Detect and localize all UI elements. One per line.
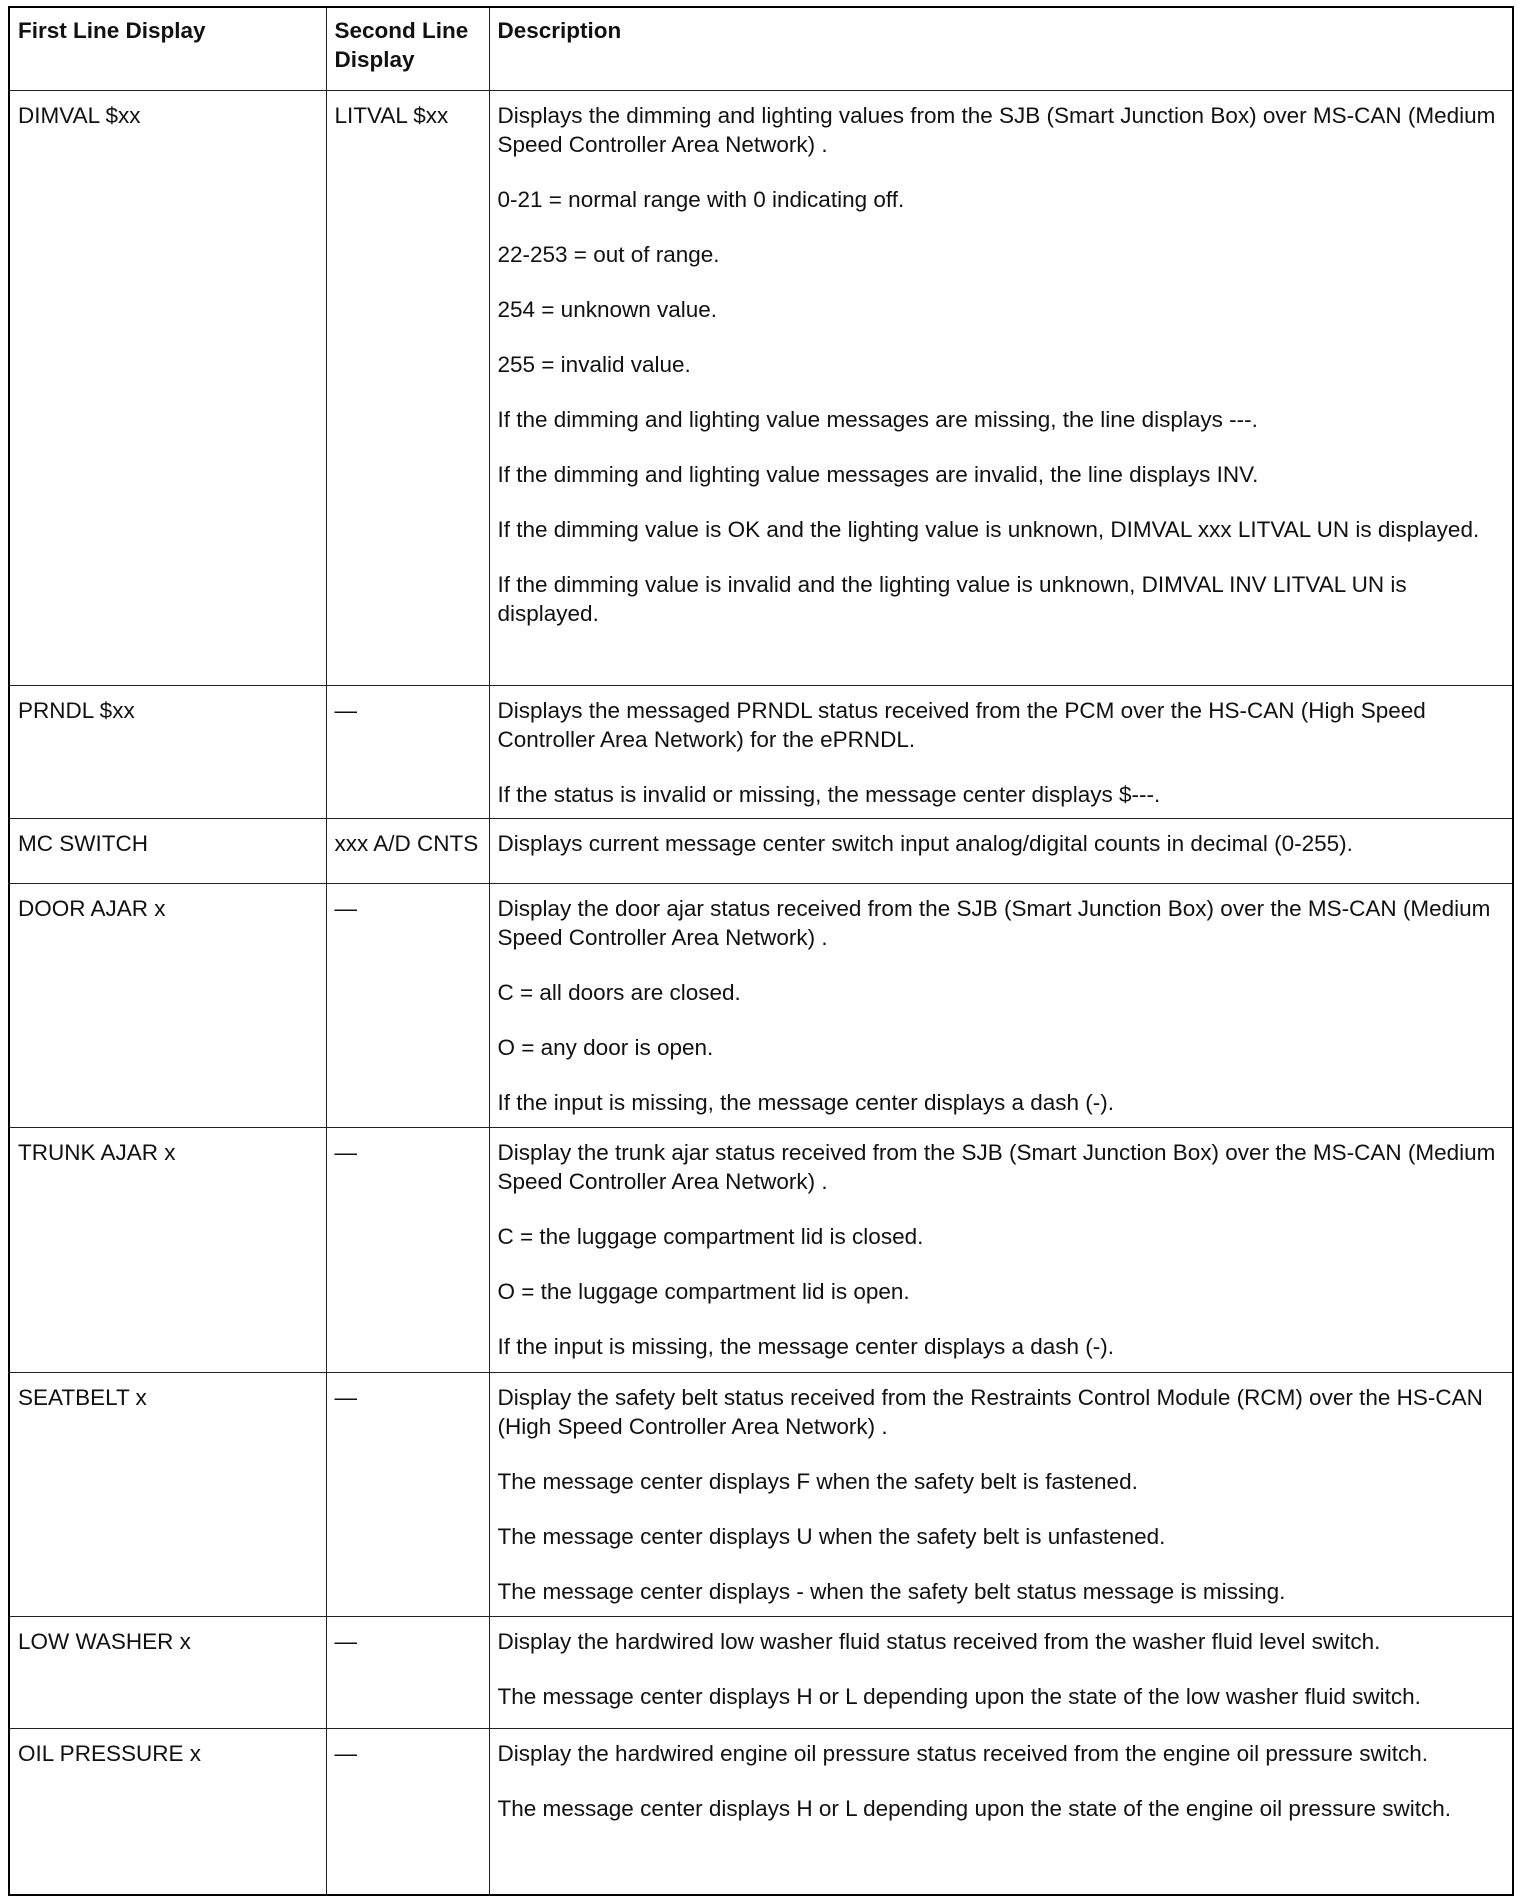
table-row — [10, 818, 1512, 883]
description-paragraph: O = the luggage compartment lid is open. — [497, 1279, 910, 1305]
table-row — [10, 1617, 1512, 1729]
cell-first-line-display: MC SWITCH — [10, 818, 326, 883]
cell-first-line-display: DOOR AJAR x — [10, 884, 326, 1128]
table-row — [10, 884, 1512, 1128]
cell-description — [489, 818, 1512, 883]
cell-first-line-display: LOW WASHER x — [10, 1617, 326, 1729]
cell-second-line-display: — — [326, 1128, 489, 1372]
description-paragraph: C = all doors are closed. — [497, 980, 741, 1005]
cell-description — [489, 1729, 1512, 1894]
cell-description — [489, 90, 1512, 686]
cell-first-line-display: SEATBELT x — [10, 1372, 326, 1616]
description-paragraph: Displays the messaged PRNDL status received from the PCM over the HS-CAN (High Speed Controller Area Network) for the ePRNDL. — [497, 698, 1426, 753]
description-paragraph: Displays current message center switch input analog/digital counts in decimal (0-255). — [497, 830, 1353, 856]
cell-second-line-display: — — [326, 1729, 489, 1894]
table-row — [10, 90, 1512, 686]
description-paragraph: If the input is missing, the message center displays a dash (-). — [497, 1090, 1115, 1115]
description-paragraph: 22-253 = out of range. — [497, 241, 720, 267]
cell-first-line-display: DIMVAL $xx — [10, 90, 326, 686]
description-paragraph: If the status is invalid or missing, the message center displays $---. — [497, 782, 1161, 808]
description-paragraph: If the dimming value is OK and the lighting value is unknown, DIMVAL xxx LITVAL UN is displayed. — [497, 516, 1480, 542]
description-paragraph: Display the safety belt status received from the Restraints Control Module (RCM) over the HS-CAN (High Speed Controller Area Network) . — [497, 1384, 1483, 1439]
table-row — [10, 1128, 1512, 1372]
description-paragraph: If the input is missing, the message center displays a dash (-). — [497, 1334, 1115, 1360]
description-paragraph: Display the trunk ajar status received from the SJB (Smart Junction Box) over the MS-CAN (Medium Speed Controller Area Network) . — [497, 1140, 1496, 1195]
description-paragraph: The message center displays F when the safety belt is fastened. — [497, 1468, 1138, 1494]
diagnostic-display-table — [10, 8, 1512, 1894]
cell-second-line-display: — — [326, 1372, 489, 1616]
cell-description — [489, 1617, 1512, 1729]
table-header-row — [10, 8, 1512, 90]
cell-second-line-display: — — [326, 1617, 489, 1729]
description-paragraph: The message center displays - when the safety belt status message is missing. — [497, 1578, 1286, 1604]
description-paragraph: 0-21 = normal range with 0 indicating off. — [497, 186, 905, 212]
cell-second-line-display: LITVAL $xx — [326, 90, 489, 686]
description-paragraph: 254 = unknown value. — [497, 296, 718, 322]
description-paragraph: Display the hardwired low washer fluid status received from the washer fluid level switch. — [497, 1629, 1381, 1655]
description-paragraph: If the dimming and lighting value messages are missing, the line displays ---. — [497, 406, 1258, 432]
cell-description — [489, 686, 1512, 818]
description-paragraph: C = the luggage compartment lid is closed. — [497, 1224, 924, 1250]
cell-second-line-display: xxx A/D CNTS — [326, 818, 489, 883]
table-body — [10, 90, 1512, 1894]
description-paragraph: Display the door ajar status received from the SJB (Smart Junction Box) over the MS-CAN (Medium Speed Controller Area Network) . — [497, 896, 1491, 950]
table-row — [10, 686, 1512, 818]
diagnostic-table-frame — [8, 6, 1514, 1896]
description-paragraph: The message center displays U when the safety belt is unfastened. — [497, 1523, 1166, 1549]
description-paragraph: If the dimming value is invalid and the lighting value is unknown, DIMVAL INV LITVAL UN is displayed. — [497, 571, 1407, 626]
description-paragraph: 255 = invalid value. — [497, 351, 691, 377]
description-paragraph: The message center displays H or L depending upon the state of the engine oil pressure switch. — [497, 1796, 1451, 1822]
cell-description — [489, 884, 1512, 1128]
description-paragraph: The message center displays H or L depending upon the state of the low washer fluid switch. — [497, 1684, 1421, 1710]
cell-second-line-display: — — [326, 884, 489, 1128]
description-paragraph: Displays the dimming and lighting values from the SJB (Smart Junction Box) over MS-CAN (Medium Speed Controller Area Network) . — [497, 102, 1496, 157]
table-row — [10, 1729, 1512, 1894]
header-first-line-display: First Line Display — [10, 8, 326, 90]
cell-description — [489, 1372, 1512, 1616]
description-paragraph: If the dimming and lighting value messages are invalid, the line displays INV. — [497, 461, 1259, 487]
cell-first-line-display: TRUNK AJAR x — [10, 1128, 326, 1372]
header-second-line-display: Second Line Display — [326, 8, 489, 90]
cell-first-line-display: PRNDL $xx — [10, 686, 326, 818]
description-paragraph: O = any door is open. — [497, 1035, 714, 1060]
description-paragraph: Display the hardwired engine oil pressure status received from the engine oil pressure switch. — [497, 1741, 1428, 1767]
cell-description — [489, 1128, 1512, 1372]
cell-second-line-display: — — [326, 686, 489, 818]
table-row — [10, 1372, 1512, 1616]
header-description: Description — [489, 8, 1512, 90]
cell-first-line-display: OIL PRESSURE x — [10, 1729, 326, 1894]
